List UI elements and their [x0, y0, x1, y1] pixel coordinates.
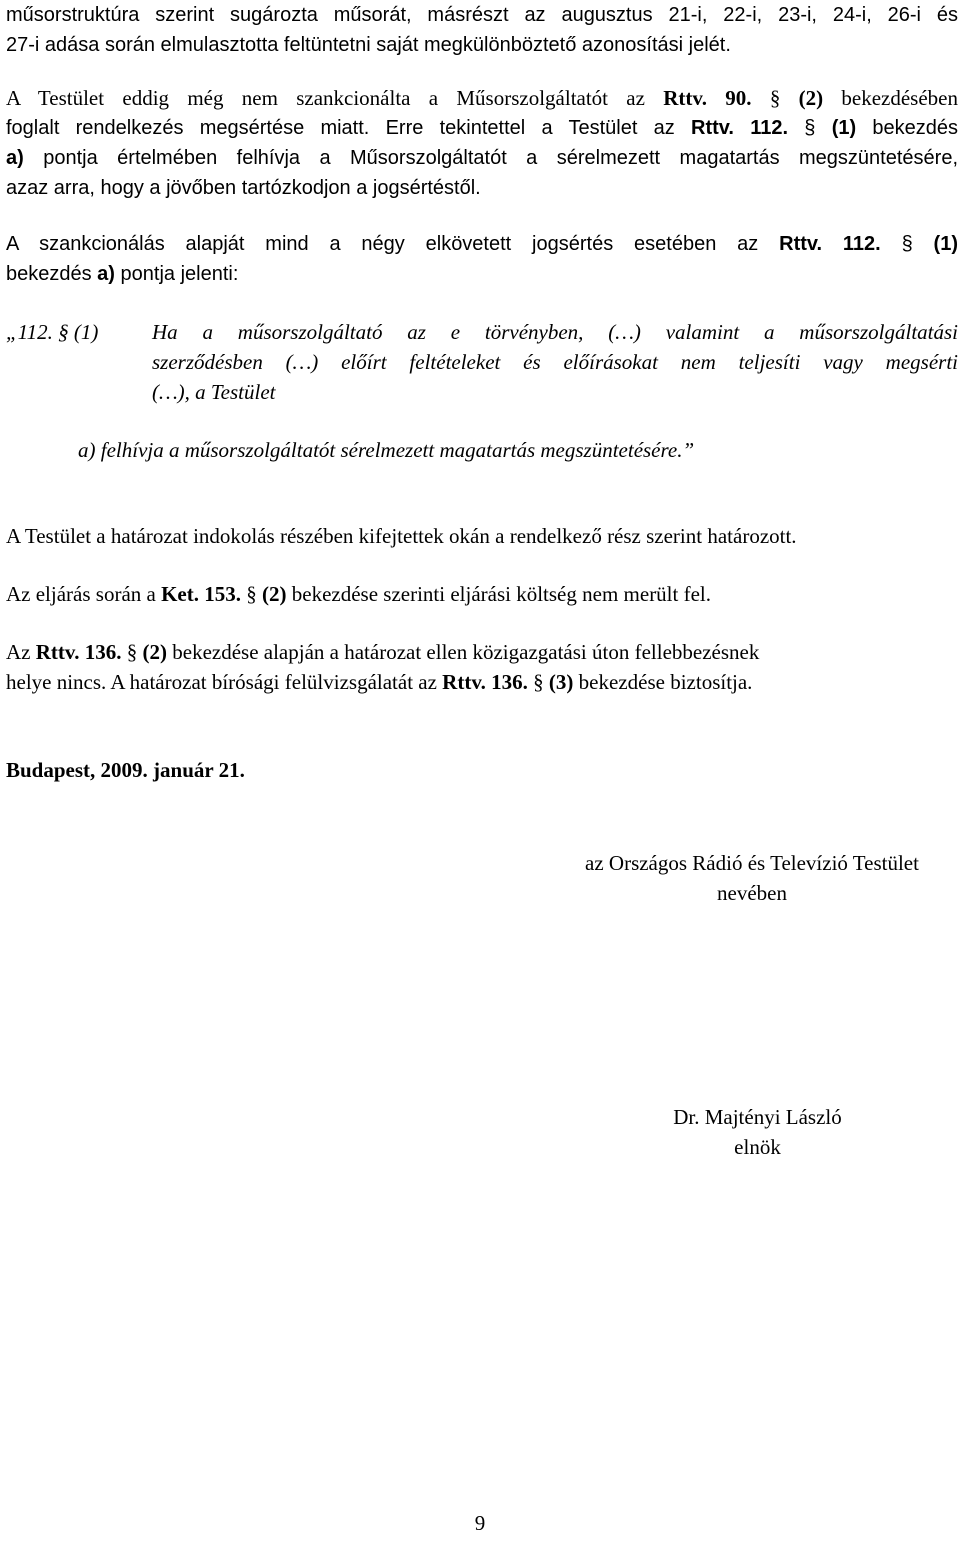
text-span: bekezdés — [6, 263, 98, 285]
text-line — [6, 259, 958, 289]
law-reference: (1) — [933, 233, 958, 255]
text-span: § — [751, 86, 799, 110]
law-reference: Rttv. 136. — [442, 670, 528, 694]
text-span — [707, 86, 725, 110]
text-line — [6, 667, 958, 697]
text-span: A szankcionálás alapját mind a négy elkövetett jogsértés esetében az — [6, 233, 780, 255]
paragraph-sanction-basis — [6, 229, 958, 289]
text-span: pontja értelmében felhívja a Műsorszolgáltatót a sérelmezett magatartás megszüntetésére, — [23, 147, 958, 169]
law-reference: a) — [97, 263, 115, 285]
text-line — [6, 637, 958, 667]
text-span: § — [788, 117, 832, 139]
organization-name: az Országos Rádió és Televízió Testület — [585, 851, 919, 875]
document-date: Budapest, 2009. január 21. — [6, 758, 245, 782]
paragraph-continuation — [6, 0, 958, 60]
text-line — [6, 229, 958, 259]
signature-person — [640, 1102, 875, 1162]
law-reference: (2) — [142, 640, 167, 664]
text-line: A Testület a határozat indokolás részében kifejtettek okán a rendelkező rész szerint határozott. — [6, 524, 797, 548]
law-reference: Rttv. 112. — [691, 117, 789, 139]
text-line — [6, 83, 958, 113]
text-line — [6, 579, 958, 609]
text-span: A Testület eddig még nem szankcionálta a Műsorszolgáltatót az — [6, 86, 664, 110]
law-reference: a) — [6, 147, 24, 169]
text-span: Az — [6, 640, 36, 664]
signatory-name: Dr. Majtényi László — [673, 1105, 842, 1129]
text-line: (…), a Testület — [152, 380, 276, 404]
law-reference: (1) — [831, 117, 857, 139]
text-span: § — [241, 582, 262, 606]
text-line: Ha a műsorszolgáltató az e törvényben, (…) valamint a műsorszolgáltatási — [152, 320, 958, 344]
text-span: bekezdésében — [823, 86, 958, 110]
text-span: bekezdése alapján a határozat ellen közigazgatási úton fellebbezésnek — [167, 640, 760, 664]
text-span: Az eljárás során a — [6, 582, 162, 606]
law-reference: Rttv. 136. — [35, 640, 122, 664]
text-span: bekezdése biztosítja. — [573, 670, 753, 694]
text-span: bekezdése szerinti eljárási költség nem merült fel. — [286, 582, 712, 606]
text-line: szerződésben (…) előírt feltételeket és előírásokat nem teljesíti vagy megsérti — [152, 350, 958, 374]
quotation-body — [152, 317, 958, 407]
text-span: § — [880, 233, 934, 255]
quotation-point-a: a) felhívja a műsorszolgáltatót sérelmezett magatartás megszüntetésére.” — [78, 438, 695, 462]
paragraph-costs — [6, 579, 958, 609]
text-line: azaz arra, hogy a jövőben tartózkodjon a jogsértéstől. — [6, 177, 481, 199]
law-reference: Rttv. 112. — [779, 233, 881, 255]
text-line: 27-i adása során elmulasztotta feltüntetni saját megkülönböztető azonosítási jelét. — [6, 34, 731, 56]
text-span: bekezdés — [856, 117, 959, 139]
text-span: pontja jelenti: — [114, 263, 239, 285]
law-reference: (2) — [262, 582, 287, 606]
text-line — [6, 113, 958, 143]
signatory-title: elnök — [734, 1135, 781, 1159]
date-line — [6, 755, 958, 785]
text-span: § — [527, 670, 549, 694]
quotation-section-number: „112. § (1) — [6, 320, 99, 344]
on-behalf-label: nevében — [717, 881, 787, 905]
law-reference: (2) — [798, 86, 824, 110]
paragraph-sanction-status — [6, 83, 958, 203]
signature-organization — [548, 848, 956, 908]
page-number: 9 — [474, 1511, 486, 1535]
text-span: foglalt rendelkezés megsértése miatt. Erre tekintettel a Testület az — [6, 117, 692, 139]
paragraph-appeal — [6, 637, 958, 697]
text-span: § — [121, 640, 143, 664]
paragraph-decision — [6, 521, 958, 551]
text-line — [6, 143, 958, 173]
law-reference: 90. — [725, 86, 752, 110]
law-reference: Ket. 153. — [161, 582, 241, 606]
law-reference: Rttv. — [663, 86, 707, 110]
text-span: helye nincs. A határozat bírósági felülvizsgálatát az — [6, 670, 443, 694]
text-line: műsorstruktúra szerint sugározta műsorát, másrészt az augusztus 21-i, 22-i, 23-i, 24-i, 26-i és — [6, 4, 958, 26]
law-quotation — [6, 317, 958, 467]
law-reference: (3) — [548, 670, 574, 694]
